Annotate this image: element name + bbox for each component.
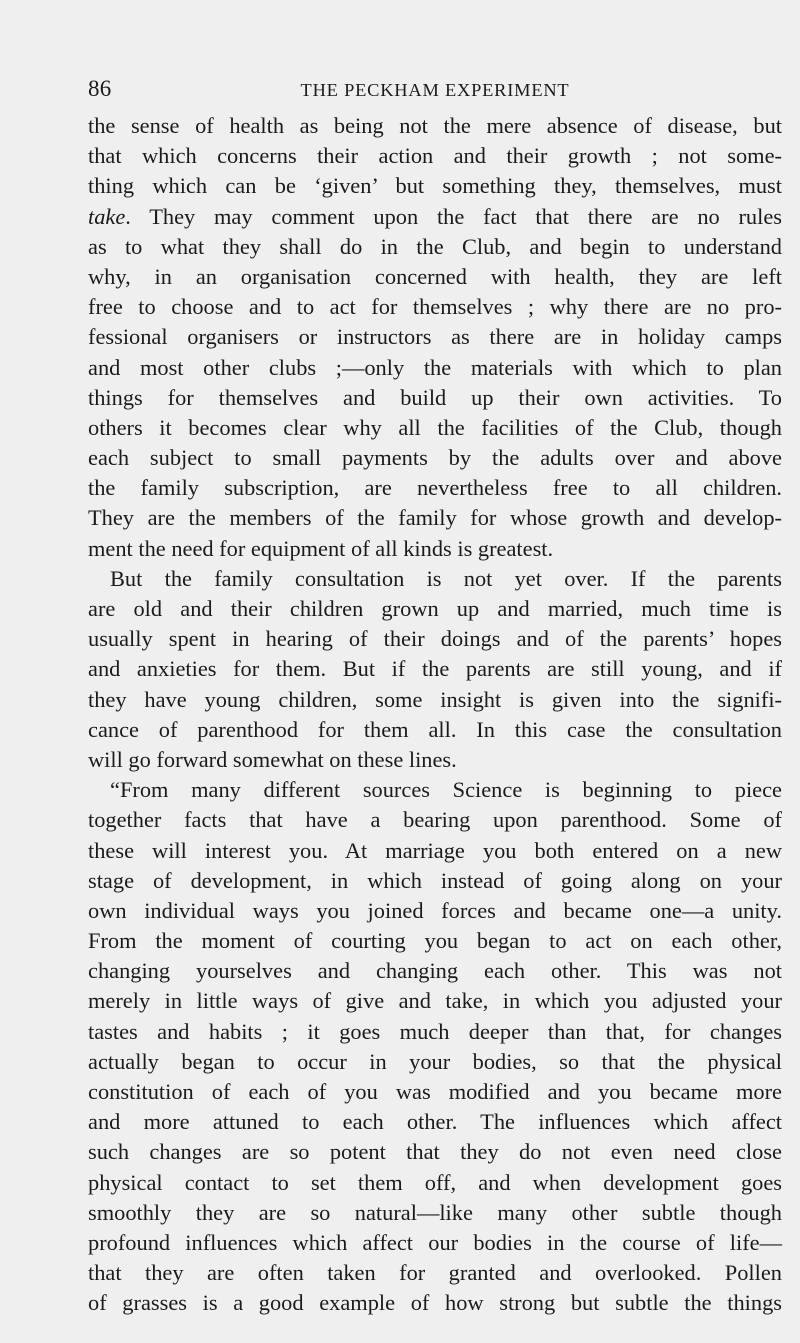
text-line: actually began to occur in your bodies, so that the physical bbox=[88, 1048, 782, 1074]
text-line: things for themselves and build up their own activities. To bbox=[88, 384, 782, 410]
text-line: thing which can be ‘given’ but something they, themselves, must bbox=[88, 173, 782, 199]
text-line: own individual ways you joined forces and became one—a unity. bbox=[88, 897, 782, 923]
text-line: why, in an organisation concerned with health, they are left bbox=[88, 263, 782, 289]
text-line: usually spent in hearing of their doings and of the parents’ hopes bbox=[88, 626, 782, 652]
text-line: changing yourselves and changing each other. This was not bbox=[88, 958, 782, 984]
text-line: They are the members of the family for whose growth and develop- bbox=[88, 505, 782, 531]
text-line: take. They may comment upon the fact that there are no rules bbox=[88, 203, 782, 229]
text-line: these will interest you. At marriage you both entered on a new bbox=[88, 837, 782, 863]
text-line: constitution of each of you was modified and you became more bbox=[88, 1079, 782, 1104]
text-line: together facts that have a bearing upon parenthood. Some of bbox=[88, 807, 782, 833]
text-line: as to what they shall do in the Club, and begin to understand bbox=[88, 233, 782, 259]
text-line: that they are often taken for granted and overlooked. Pollen bbox=[88, 1260, 782, 1286]
text-line: will go forward somewhat on these lines. bbox=[88, 746, 457, 772]
text-line: that which concerns their action and their growth ; not some- bbox=[88, 143, 782, 169]
text-line: ment the need for equipment of all kinds is greatest. bbox=[88, 535, 554, 561]
text-line: the sense of health as being not the mere absence of disease, but bbox=[88, 113, 782, 138]
text-line: each subject to small payments by the adults over and above bbox=[88, 445, 782, 471]
text-line: physical contact to set them off, and when development goes bbox=[88, 1169, 782, 1195]
text-line: cance of parenthood for them all. In this case the consultation bbox=[88, 716, 782, 742]
text-line: they have young children, some insight is given into the signifi- bbox=[88, 686, 782, 712]
text-line: others it becomes clear why all the facilities of the Club, though bbox=[88, 414, 782, 440]
page-number: 86 bbox=[88, 76, 112, 101]
text-line: fessional organisers or instructors as there are in holiday camps bbox=[88, 324, 782, 350]
text-line: free to choose and to act for themselves ; why there are no pro- bbox=[88, 294, 782, 320]
text-line: stage of development, in which instead of going along on your bbox=[88, 867, 782, 893]
text-line: merely in little ways of give and take, in which you adjusted your bbox=[88, 988, 782, 1014]
text-line: tastes and habits ; it goes much deeper than that, for changes bbox=[88, 1018, 782, 1044]
text-line: But the family consultation is not yet over. If the parents bbox=[110, 565, 782, 591]
italic-word: take bbox=[88, 203, 126, 229]
text-line: and anxieties for them. But if the parents are still young, and if bbox=[88, 656, 782, 682]
text-line: “From many different sources Science is beginning to piece bbox=[110, 777, 782, 803]
running-title: THE PECKHAM EXPERIMENT bbox=[300, 80, 570, 100]
text-line: the family subscription, are nevertheless free to all children. bbox=[88, 475, 782, 501]
text-line: smoothly they are so natural—like many other subtle though bbox=[88, 1199, 782, 1225]
running-head bbox=[88, 74, 782, 104]
text-line: From the moment of courting you began to act on each other, bbox=[88, 928, 782, 954]
text-line: of grasses is a good example of how strong but subtle the things bbox=[88, 1290, 782, 1316]
text-line: and most other clubs ;—only the materials with which to plan bbox=[88, 354, 782, 380]
text-line: are old and their children grown up and married, much time is bbox=[88, 596, 782, 621]
text-line: such changes are so potent that they do not even need close bbox=[88, 1139, 782, 1165]
body-text bbox=[88, 111, 782, 1319]
text-line: and more attuned to each other. The influences which affect bbox=[88, 1109, 782, 1135]
text-line: profound influences which affect our bodies in the course of life— bbox=[88, 1229, 782, 1255]
